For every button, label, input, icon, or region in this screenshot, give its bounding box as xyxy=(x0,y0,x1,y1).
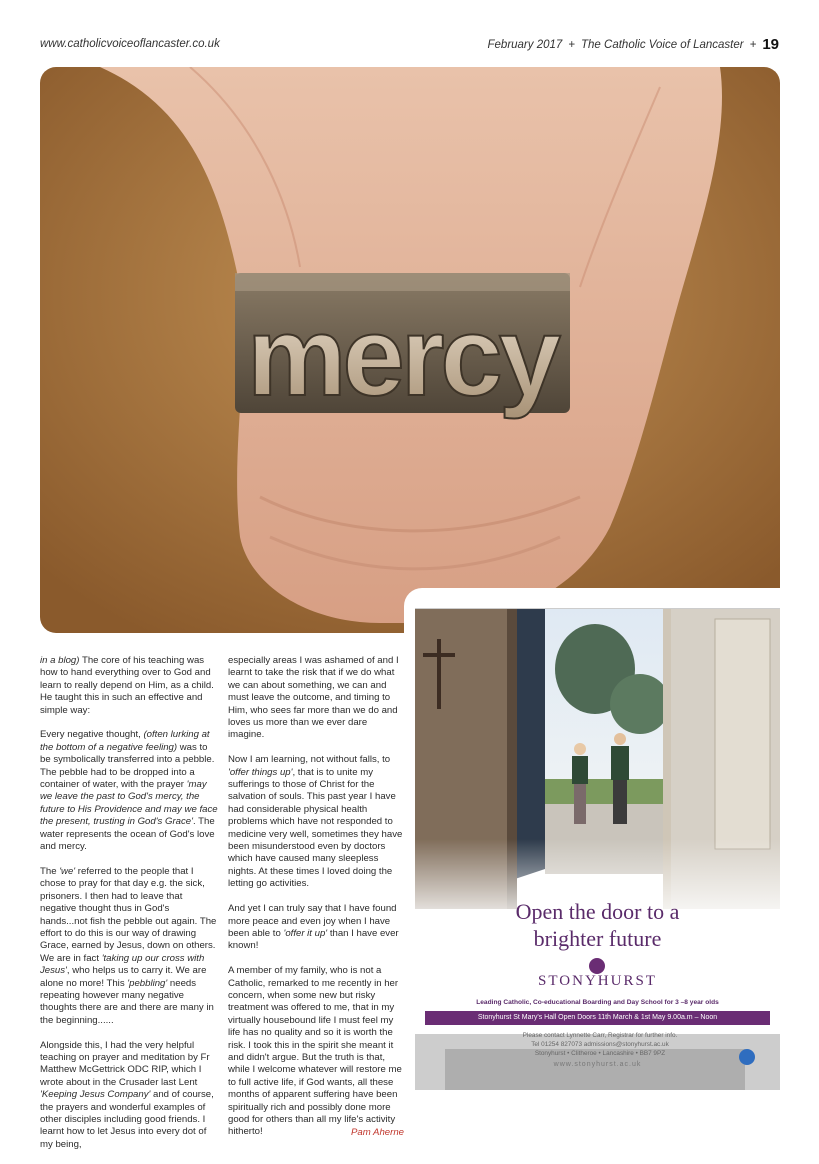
publication-name: The Catholic Voice of Lancaster xyxy=(581,38,744,51)
ad-open-days-bar: Stonyhurst St Mary's Hall Open Doors 11th March & 1st May 9.00a.m – Noon xyxy=(425,1011,770,1025)
article-column-1 xyxy=(40,655,218,1164)
separator: + xyxy=(568,38,576,51)
paragraph: especially areas I was ashamed of and I learnt to take the risk that if we do what we can about something, we can and must leave the outcome, and timing to Him, who sees far more than we do and loves us more than we ever dare imagine. xyxy=(228,655,399,741)
ad-contact-info: Please contact Lynnette Carr, Registrar for further info. Tel 01254 827073 admissions@stonyhurst.ac.uk Stonyhurst • Clitheroe • Lancashire • BB7 9PZ xyxy=(522,1032,678,1057)
separator: + xyxy=(749,38,757,51)
paragraph: A member of my family, who is not a Catholic, remarked to me recently in her concern, when some new but risky treatment was offered to me, that in my virtually housebound life I must feel my life has no quality and so it is worth the risk. I took this in the spirit she meant it and didn't argue. But the truth is that, while I welcome whatever will restore me to full active life, if God wants, all these months of apparent suffering have been spiritually rich and possibly done more good for others than all my life's activity hitherto! xyxy=(228,965,402,1138)
paragraph: in a blog) The core of his teaching was how to hand everything over to God and learn to really depend on Him, as a child. He taught this in such an effective and simple way: xyxy=(40,655,214,716)
mercy-word: mercy xyxy=(246,294,558,419)
ad-tagline: Leading Catholic, Co-educational Boarding and Day School for 3 –8 year olds xyxy=(476,999,719,1006)
paragraph: Now I am learning, not without falls, to 'offer things up', that is to unite my sufferings to those of Christ for the salvation of souls. This past year I have had considerable physical health problems which have not responded to medicine very well, sometimes they have been misunderstood even by doctors which have caused many sleepless nights. At these times I loved doing the letting go activities. xyxy=(228,754,403,890)
paragraph: Every negative thought, (often lurking at the bottom of a negative feeling) was to be symbolically transferred into a pebble. The pebble had to be dropped into a container of water, with the prayer 'may we leave the past to God's mercy, the future to His Providence and may we face the present, trusting in God's Grace'. The water represents the ocean of God's love and mercy. xyxy=(40,729,218,853)
ad-brand-name: STONYHURST xyxy=(538,973,657,989)
author-signature: Pam Aherne xyxy=(351,1127,404,1139)
page-number: 19 xyxy=(762,36,779,53)
site-url[interactable]: www.catholicvoiceoflancaster.co.uk xyxy=(40,38,220,50)
stonyhurst-advert[interactable] xyxy=(415,608,780,1090)
hero-image-hands-mercy xyxy=(40,67,780,633)
ad-headline: Open the door to a brighter future xyxy=(515,899,680,951)
issue-date: February 2017 xyxy=(487,38,563,51)
page-header xyxy=(488,36,780,53)
paragraph: And yet I can truly say that I have found more peace and even joy when I have been able to 'offer it up' than I have ever known! xyxy=(228,903,399,952)
paragraph: The 'we' referred to the people that I chose to pray for that day e.g. the sick, prisoners. I then had to leave that negative thought thus in God's hands...not fish the pebble out again. The effort to do this is our way of drawing Grace, earned by Jesus, down on others. We are in fact 'taking up our cross with Jesus', who helps us to carry it. We are alone no more! This 'pebbling' needs repeating however many negative thoughts there are and there are many in the beginning...... xyxy=(40,865,217,1026)
article-column-2 xyxy=(228,655,404,1140)
ad-website-link[interactable]: www.stonyhurst.ac.uk xyxy=(553,1061,642,1068)
paragraph: Alongside this, I had the very helpful teaching on prayer and meditation by Fr Matthew McGettrick ODC RIP, which I wrote about in the Crusader last Lent 'Keeping Jesus Company' and of course, the prayers and wonderful examples of other disciples including good friends. I learnt how to let Jesus into every dot of my being, xyxy=(40,1039,214,1150)
